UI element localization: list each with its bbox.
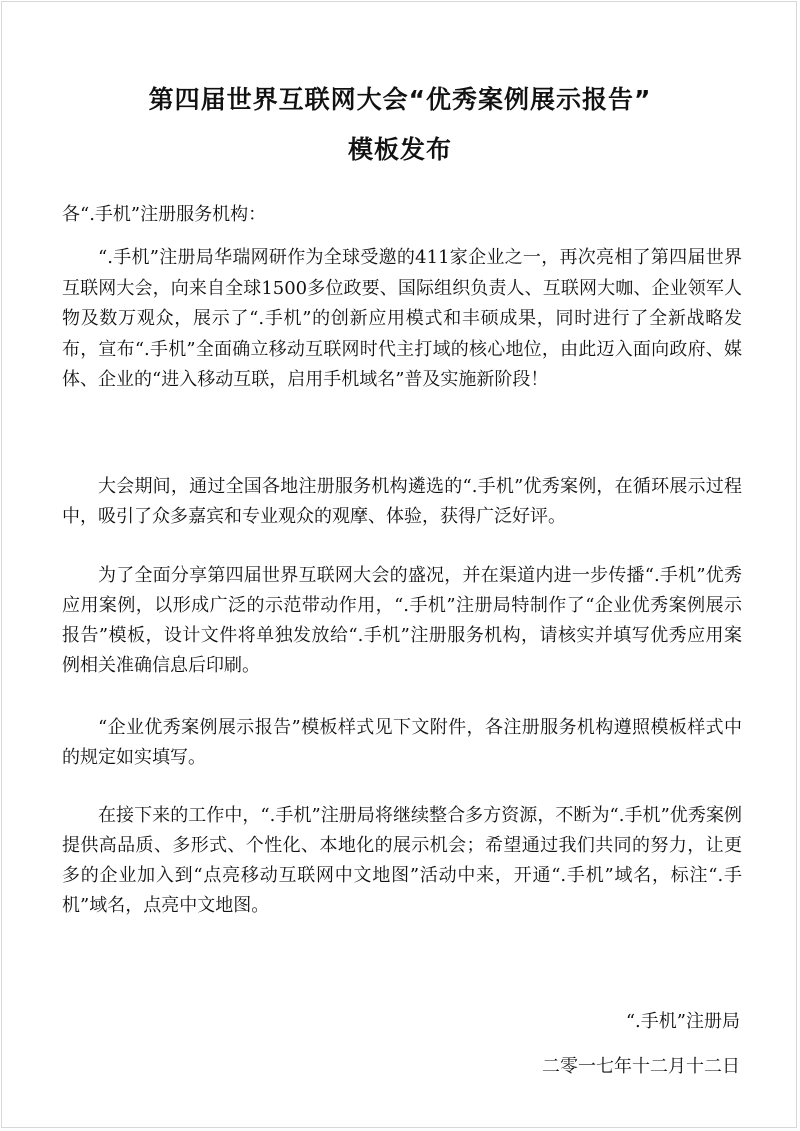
paragraph-4: “企业优秀案例展示报告”模板样式见下文附件，各注册服务机构遵照模板样式中的规定如实填写。 bbox=[62, 717, 742, 768]
signature-date: 二零一七年十二月十二日 bbox=[542, 1056, 740, 1077]
document-subtitle: 模板发布 bbox=[347, 135, 452, 164]
paragraph-1: “.手机”注册局华瑞网研作为全球受邀的411家企业之一，再次亮相了第四届世界互联网大会，向来自全球1500多位政要、国际组织负责人、互联网大咖、企业领军人物及数万观众，展示了“.手机”的创新应用模式和丰硕成果，同时进行了全新战略发布，宣布“.手机”全面确立移动互联网时代主打域的核心地位，由此迈入面向政府、媒体、企业的“进入移动互联，启用手机域名”普及实施新阶段！ bbox=[62, 247, 742, 391]
document-title: 第四届世界互联网大会“优秀案例展示报告” bbox=[148, 85, 652, 114]
salutation: 各“.手机”注册服务机构： bbox=[62, 204, 267, 225]
paragraph-2: 大会期间，通过全国各地注册服务机构遴选的“.手机”优秀案例，在循环展示过程中，吸引了众多嘉宾和专业观众的观摩、体验，获得广泛好评。 bbox=[62, 476, 742, 527]
paragraph-3: 为了全面分享第四届世界互联网大会的盛况，并在渠道内进一步传播“.手机”优秀应用案例，以形成广泛的示范带动作用，“.手机”注册局特制作了“企业优秀案例展示报告”模板，设计文件将单独发放给“.手机”注册服务机构，请核实并填写优秀应用案例相关准确信息后印刷。 bbox=[62, 565, 742, 676]
paragraph-5: 在接下来的工作中，“.手机”注册局将继续整合多方资源，不断为“.手机”优秀案例提供高品质、多形式、个性化、本地化的展示机会；希望通过我们共同的努力，让更多的企业加入到“点亮移动互联网中文地图”活动中来，开通“.手机”域名，标注“.手机”域名，点亮中文地图。 bbox=[62, 805, 742, 916]
signature-organization: “.手机”注册局 bbox=[625, 1011, 740, 1032]
